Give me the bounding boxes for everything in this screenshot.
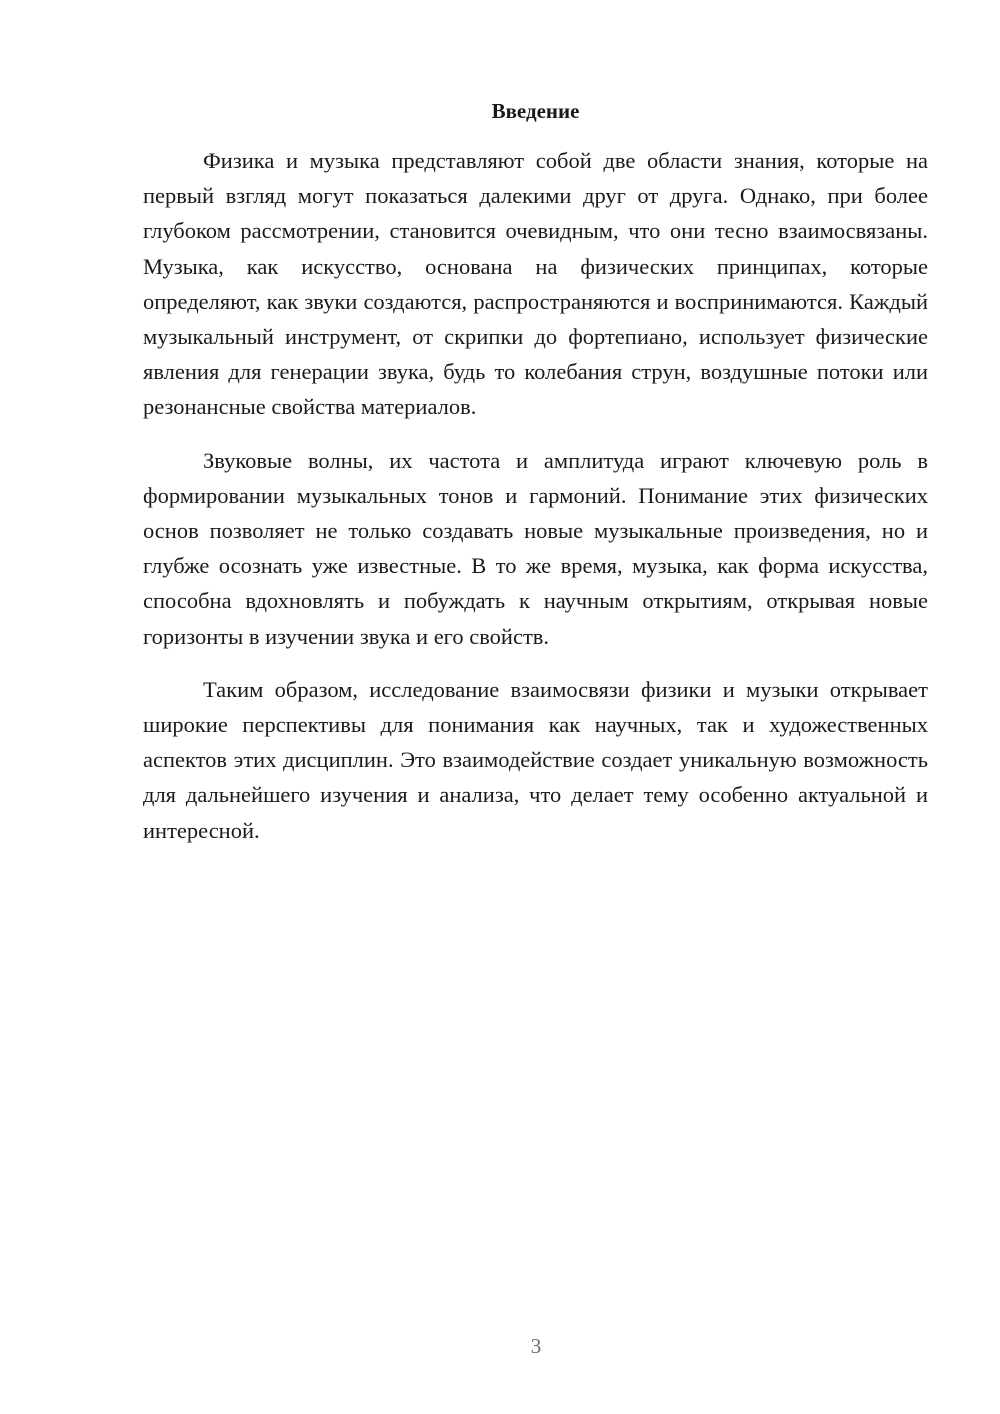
paragraph-1: Физика и музыка представляют собой две области знания, которые на первый взгляд могут показаться далекими друг от друга. Однако, при более глубоком рассмотрении, становится очевидным, что они тесно взаимосвязаны. Музыка, как искусство, основана на физических принципах, которые определяют, как звуки создаются, распространяются и воспринимаются. Каждый музыкальный инструмент, от скрипки до фортепиано, использует физические явления для генерации звука, будь то колебания струн, воздушные потоки или резонансные свойства материалов. (143, 148, 928, 420)
document-body (143, 143, 928, 866)
paragraph-3: Таким образом, исследование взаимосвязи физики и музыки открывает широкие перспективы для понимания как научных, так и художественных аспектов этих дисциплин. Это взаимодействие создает уникальную возможность для дальнейшего изучения и анализа, что делает тему особенно актуальной и интересной. (143, 676, 928, 843)
page-number: 3 (530, 1334, 542, 1358)
page-title: Введение (491, 99, 580, 123)
paragraph-2: Звуковые волны, их частота и амплитуда играют ключевую роль в формировании музыкальных тонов и гармоний. Понимание этих физических основ позволяет не только создавать новые музыкальные произведения, но и глубже осознать уже известные. В то же время, музыка, как форма искусства, способна вдохновлять и побуждать к научным открытиям, открывая новые горизонты в изучении звука и его свойств. (143, 447, 928, 649)
